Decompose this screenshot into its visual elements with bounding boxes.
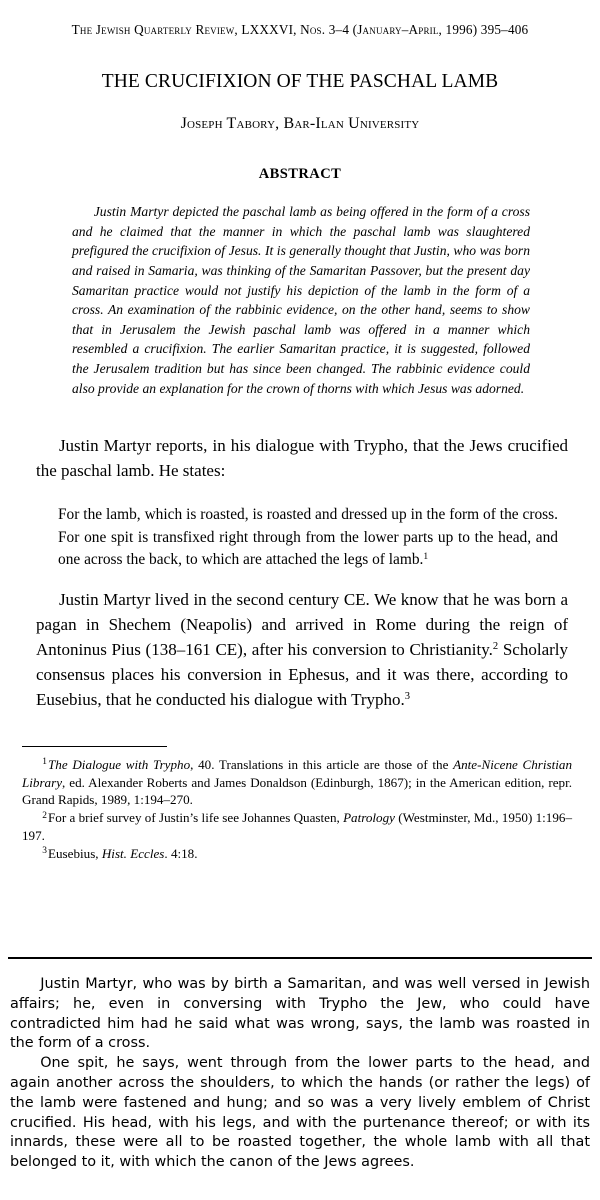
footnote-number-3: 3 — [42, 846, 48, 857]
body-paragraph-2-seg-a: Justin Martyr lived in the second century — [58, 590, 344, 610]
footnote-separator-rule — [22, 746, 167, 747]
block-quote — [36, 484, 568, 571]
running-head — [0, 0, 600, 38]
era-abbrev-1: CE — [343, 590, 366, 610]
footnote-item-1 — [22, 756, 572, 809]
footnote-1-italic-title: The Dialogue with Trypho — [48, 756, 191, 772]
era-abbrev-2: CE — [215, 640, 238, 660]
footnotes-section — [0, 713, 600, 863]
excerpt-separator-rule — [8, 957, 592, 959]
footnote-3-italic-title: Hist. Eccles — [101, 845, 165, 861]
excerpt-section — [10, 975, 590, 1173]
excerpt-paragraph-2: One spit, he says, went through from the lower parts to the head, and again another across the shoulders, to which the hands (or rather the legs) of the lamb were fastened and hung; and so was a very lively emblem of Christ crucified. His head, with his legs, and with the purtenance thereof; or with its innards, these were all to be roasted together, the whole lamb with all that belonged to it, with which the canon of the Jews agrees. — [10, 1055, 590, 1171]
block-quote-text: For the lamb, which is roasted, is roasted and dressed up in the form of the cross. For one spit is transfixed right through from the lower parts up to the head, and one across the back, to which are attached the legs of lamb. — [58, 506, 558, 568]
body-paragraph-2 — [36, 571, 568, 712]
footnote-1-text-a: , 40. Translations in this article are those of the — [190, 756, 454, 772]
excerpt-paragraph-1: Justin Martyr, who was by birth a Samaritan, and was well versed in Jewish affairs; he, even in conversing with Trypho the Jew, who could have contradicted him had he said what was wrong, says, the lamb was roasted in the form of a cross. — [10, 976, 590, 1052]
article-title: THE CRUCIFIXION OF THE PASCHAL LAMB — [101, 71, 499, 92]
footnote-2-italic-title: Patrology — [343, 810, 395, 826]
footnote-2-text-b: (Westminster, Md., 1950) 1:196–197. — [22, 810, 572, 844]
footnote-1-text-b: , ed. Alexander Roberts and James Donaldson (Edinburgh, 1867); in the American edition, repr. Grand Rapids, 1989, 1:194–270. — [22, 774, 572, 808]
footnote-item-3 — [22, 845, 572, 863]
article-body — [0, 398, 600, 712]
running-head-text: The Jewish Quarterly Review, LXXXVI, Nos. 3–4 (January–April, 1996) 395–406 — [71, 22, 529, 37]
abstract-text: Justin Martyr depicted the paschal lamb as being offered in the form of a cross and he claimed that the manner in which the paschal lamb was slaughtered prefigured the crucifixion of Jesus. It is generally thought that Justin, who was born and raised in Samaria, was thinking of the Samaritan Passover, but the present day Samaritan practice would not justify his depiction of the lamb in the form of a cross. An examination of the rabbinic evidence, on the other hand, seems to show that in Jerusalem the Jewish paschal lamb was offered in a manner which resembled a crucifixion. The earlier Samaritan practice, it is suggested, followed the Jerusalem tradition but has since been changed. The rabbinic evidence could also provide an explanation for the crown of thorns with which Jesus was adorned. — [72, 204, 530, 396]
footnote-3-text-b: . 4:18. — [164, 845, 198, 861]
body-paragraph-2-seg-d: Scholarly consensus places his conversion in Ephesus, and it was there, according to Eusebius, that he conducted his dialogue with Trypho. — [36, 640, 569, 709]
footnote-number-2: 2 — [42, 810, 48, 821]
footnote-ref-1[interactable]: 1 — [423, 550, 429, 562]
footnote-3-text-a: Eusebius, — [48, 845, 102, 861]
footnote-ref-3[interactable]: 3 — [404, 691, 411, 703]
body-paragraph-2-seg-c: ), after his conversion to Christianity. — [237, 640, 493, 660]
abstract-heading: ABSTRACT — [258, 166, 342, 182]
footnote-2-text-a: For a brief survey of Justin’s life see Johannes Quasten, — [48, 810, 344, 826]
body-paragraph-2-seg-b: . We know that he was born a pagan in Shechem (Neapolis) and arrived in Rome during the reign of Antoninus Pius (138–161 — [36, 590, 568, 660]
footnote-number-1: 1 — [42, 757, 48, 768]
footnote-item-2 — [22, 809, 572, 845]
footnote-ref-2[interactable]: 2 — [492, 641, 499, 653]
footnote-1-italic-series: Ante-Nicene Christian Library — [22, 756, 572, 790]
author-byline: Joseph Tabory, Bar-Ilan University — [180, 115, 420, 132]
body-paragraph-1: Justin Martyr reports, in his dialogue with Trypho, that the Jews crucified the paschal lamb. He states: — [36, 436, 568, 481]
